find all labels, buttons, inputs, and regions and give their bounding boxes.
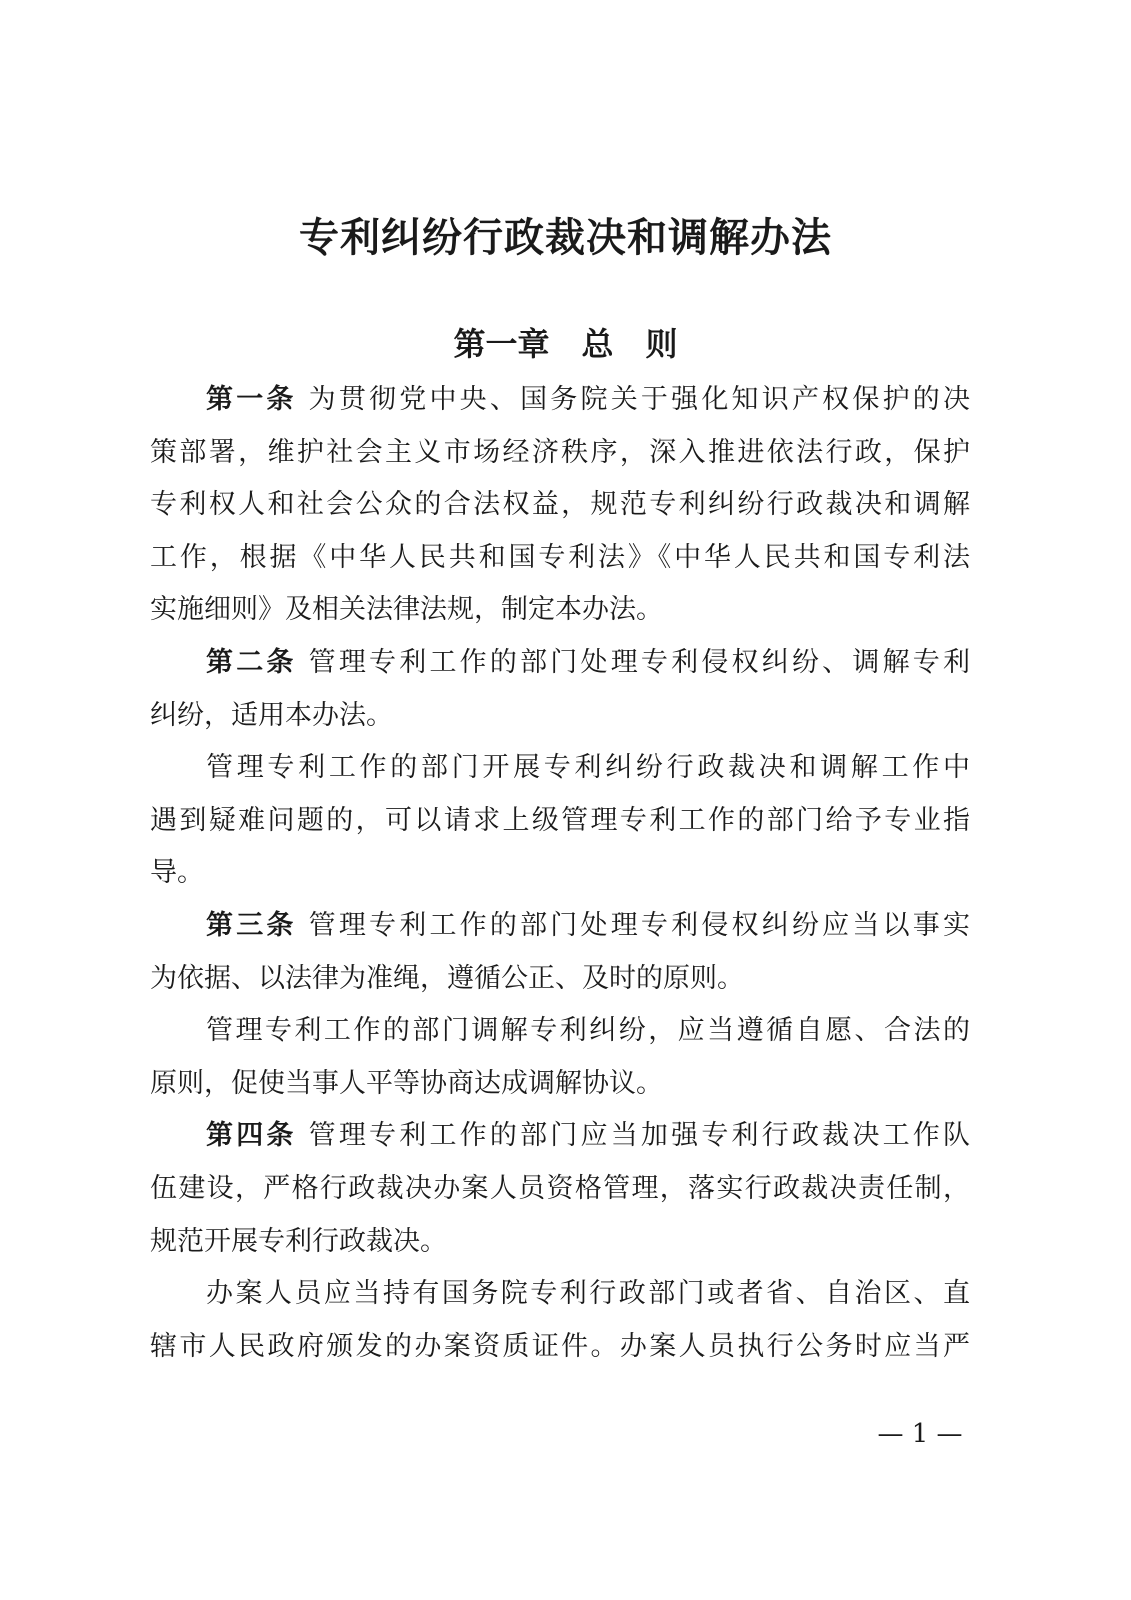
article-3-para-2-line-1: 管理专利工作的部门调解专利纠纷，应当遵循自愿、合法的 — [206, 1015, 970, 1047]
chapter-heading: 第一章 总 则 — [453, 325, 678, 363]
article-1-line-1 — [150, 374, 970, 427]
article-2-line-1 — [150, 637, 970, 690]
article-1-line-4: 工作，根据《中华人民共和国专利法》《中华人民共和国专利法 — [150, 541, 970, 573]
article-1-label: 第一条 — [206, 384, 297, 415]
article-3-text: 管理专利工作的部门处理专利侵权纠纷应当以事实 — [308, 909, 970, 941]
article-3-line-2: 为依据、以法律为准绳，遵循公正、及时的原则。 — [150, 962, 744, 994]
article-4-para-2-line-2: 辖市人民政府颁发的办案资质证件。办案人员执行公务时应当严 — [150, 1330, 970, 1362]
article-3-para-2-line-2: 原则，促使当事人平等协商达成调解协议。 — [150, 1067, 663, 1099]
article-2-line-2: 纠纷，适用本办法。 — [150, 699, 393, 731]
article-2-label: 第二条 — [206, 646, 297, 678]
page-number: — 1 — — [877, 1419, 963, 1449]
article-1-text: 为贯彻党中央、国务院关于强化知识产权保护的决 — [308, 384, 970, 415]
article-3-label: 第三条 — [206, 909, 297, 941]
article-2-para-2-line-3: 导。 — [150, 857, 204, 889]
article-1-line-5: 实施细则》及相关法律法规，制定本办法。 — [150, 594, 663, 626]
article-2-para-2-line-1: 管理专利工作的部门开展专利纠纷行政裁决和调解工作中 — [206, 752, 970, 784]
article-2-para-2-line-2: 遇到疑难问题的，可以请求上级管理专利工作的部门给予专业指 — [150, 804, 970, 836]
article-4-para-2-line-1: 办案人员应当持有国务院专利行政部门或者省、自治区、直 — [206, 1278, 970, 1310]
article-4-text: 管理专利工作的部门应当加强专利行政裁决工作队 — [308, 1120, 970, 1152]
document-title: 专利纠纷行政裁决和调解办法 — [299, 214, 832, 261]
article-4-line-2: 伍建设，严格行政裁决办案人员资格管理，落实行政裁决责任制， — [150, 1172, 970, 1204]
article-4-line-1 — [150, 1110, 970, 1163]
article-1-line-2: 策部署，维护社会主义市场经济秩序，深入推进依法行政，保护 — [150, 436, 970, 468]
document-body — [150, 374, 970, 1373]
article-4-label: 第四条 — [206, 1120, 297, 1152]
article-2-text: 管理专利工作的部门处理专利侵权纠纷、调解专利 — [308, 646, 970, 678]
article-3-line-1 — [150, 900, 970, 953]
article-1-line-3: 专利权人和社会公众的合法权益，规范专利纠纷行政裁决和调解 — [150, 489, 970, 521]
article-4-line-3: 规范开展专利行政裁决。 — [150, 1225, 447, 1257]
